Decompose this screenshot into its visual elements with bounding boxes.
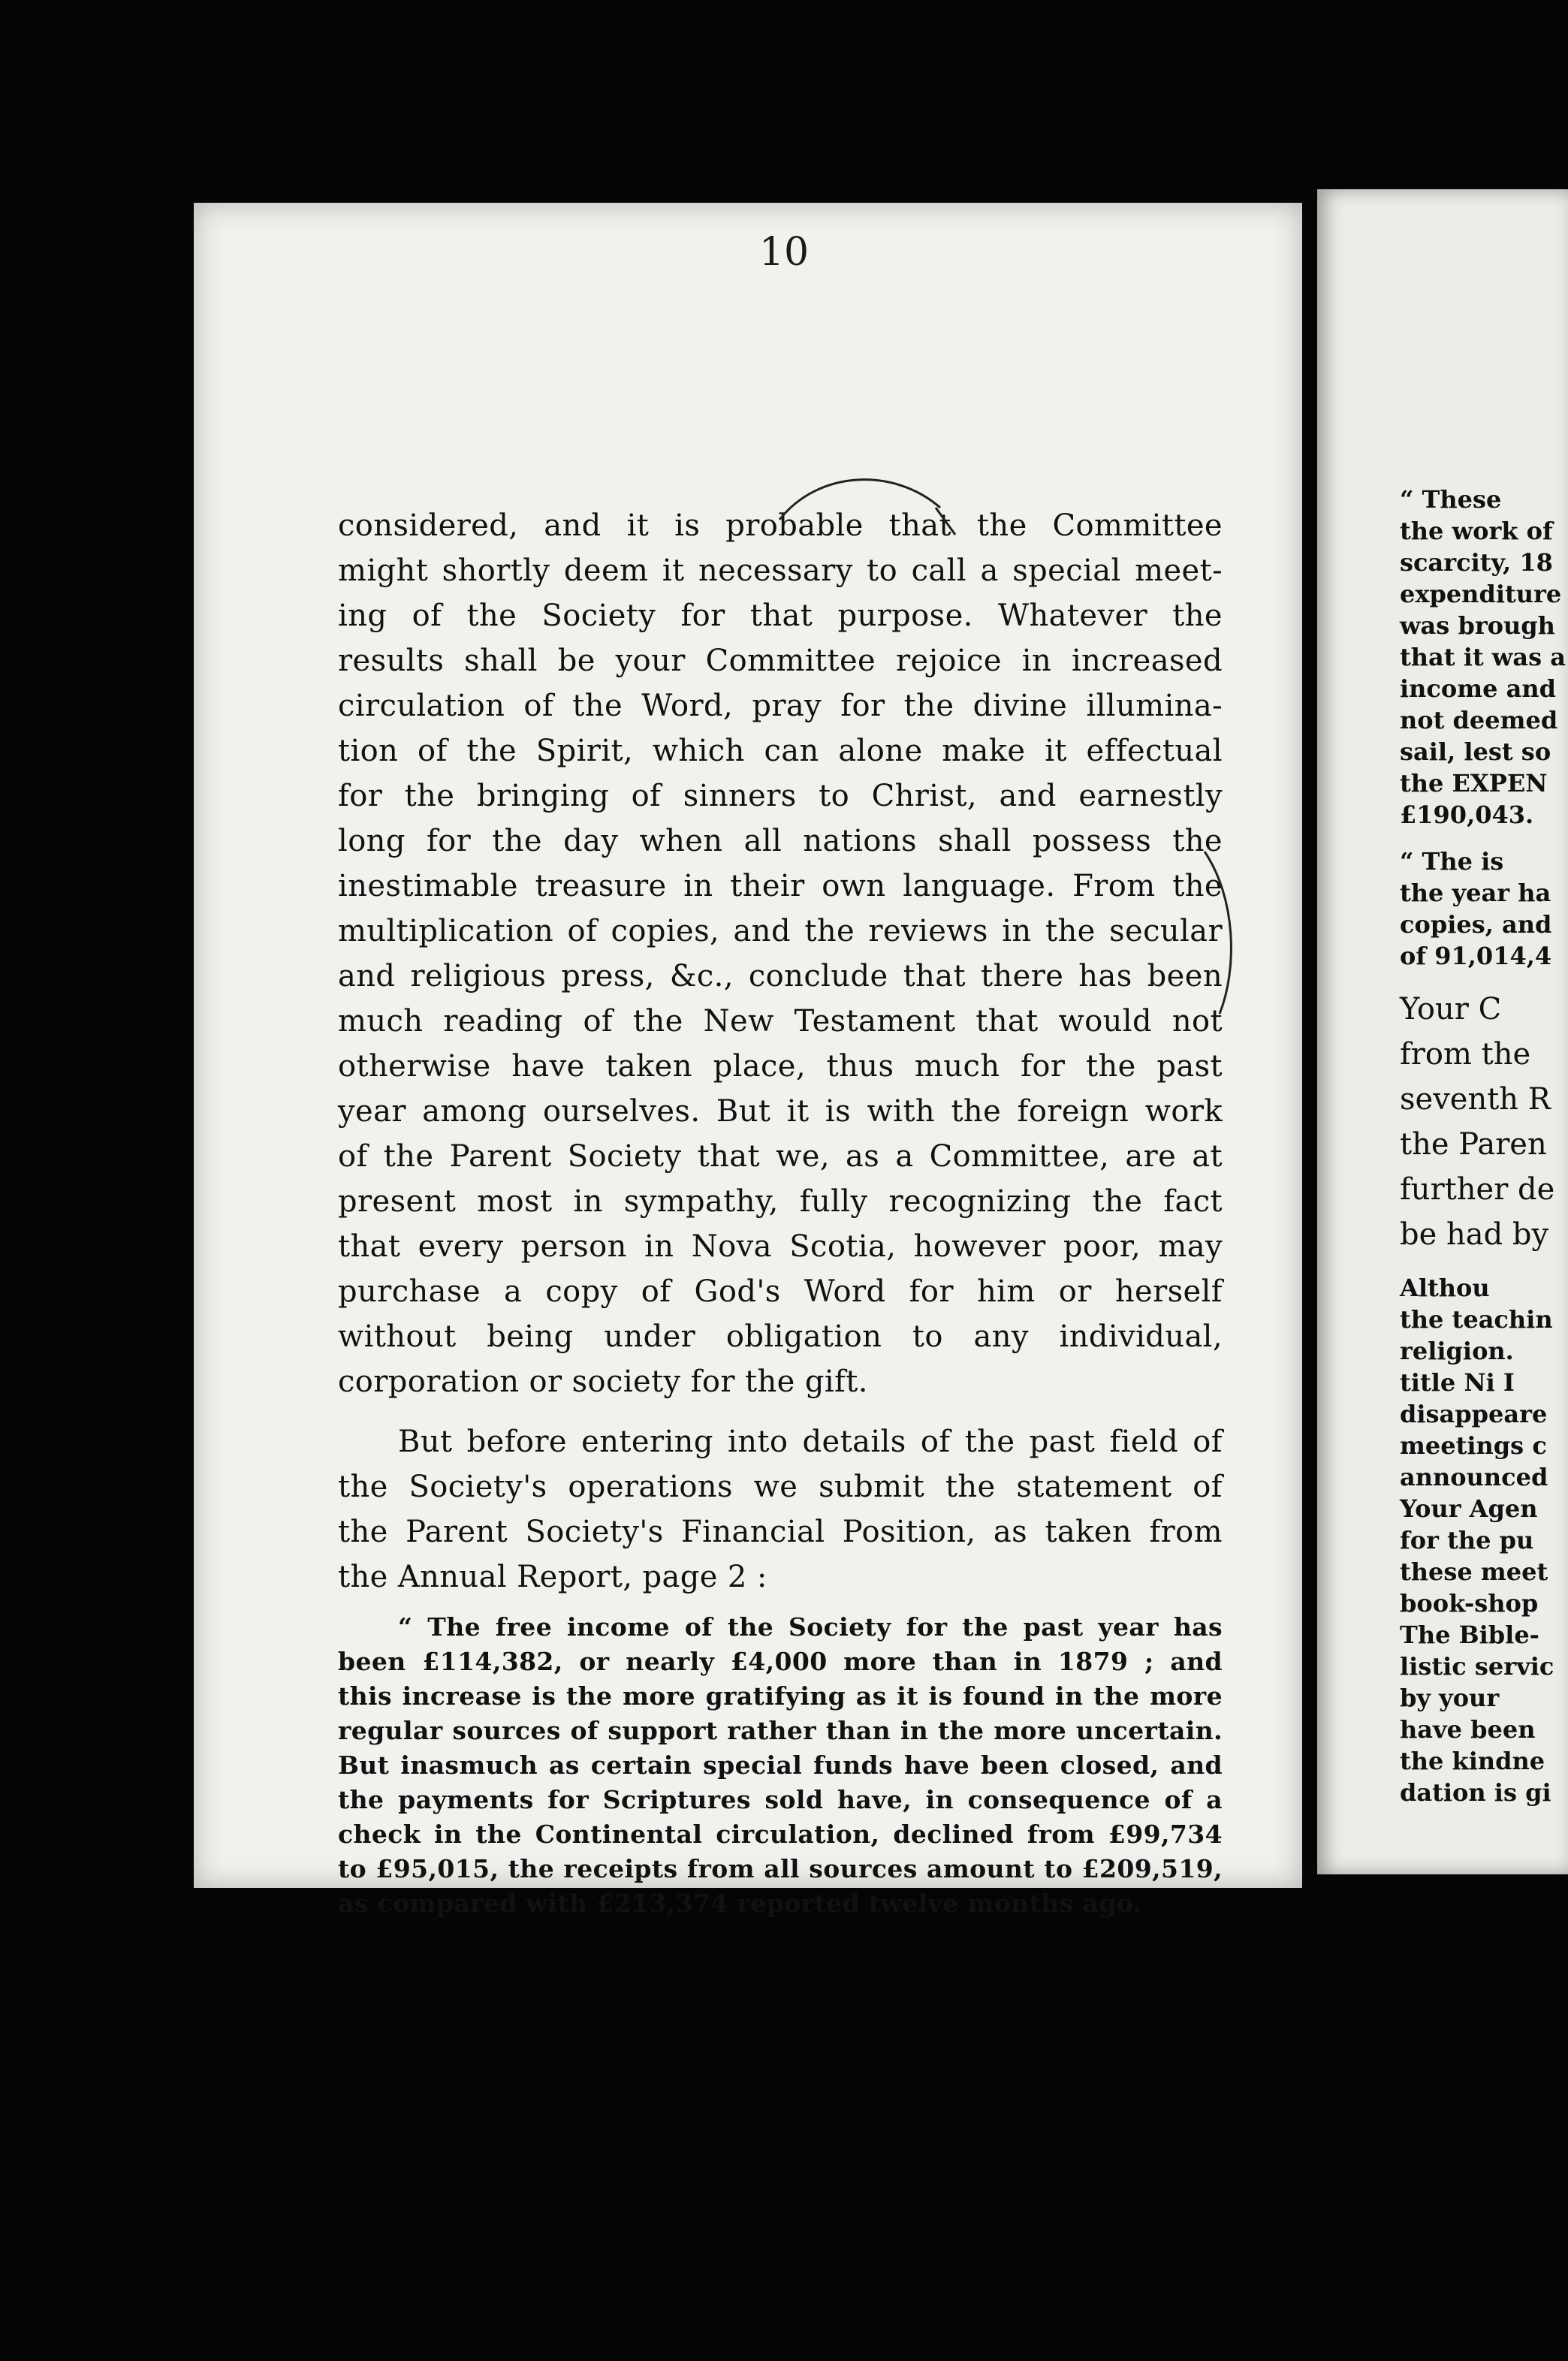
para2-line: the Society's operations we submit the statement of xyxy=(338,1470,1223,1504)
right-page-line: of 91,014,4 xyxy=(1400,942,1552,970)
para1-line: of the Parent Society that we, as a Committee, are at xyxy=(338,1139,1223,1174)
right-page-line: by your xyxy=(1400,1684,1500,1712)
right-page-line: book-shop xyxy=(1400,1589,1539,1618)
para1-line: present most in sympathy, fully recognizing the fact xyxy=(338,1184,1223,1219)
page-body xyxy=(338,503,1223,1921)
para2-line: the Parent Society's Financial Position, as taken from xyxy=(338,1515,1223,1549)
right-page-line: title Ni I xyxy=(1400,1368,1515,1397)
para1-line: tion of the Spirit, which can alone make it effectual xyxy=(338,734,1223,768)
right-page-line: scarcity, 18 xyxy=(1400,548,1553,577)
para1-line: considered, and it is probable that the Committee xyxy=(338,508,1223,543)
para1-line: year among ourselves. But it is with the foreign work xyxy=(338,1094,1223,1129)
quote-line: been £114,382, or nearly £4,000 more than in 1879 ; and xyxy=(338,1647,1223,1676)
right-page-line: disappeare xyxy=(1400,1400,1548,1428)
right-page-line: expenditure xyxy=(1400,580,1562,608)
block-quote xyxy=(338,1610,1223,1921)
right-page-line: the year ha xyxy=(1400,879,1551,907)
right-page-line: religion. xyxy=(1400,1337,1514,1365)
quote-line: “ The free income of the Society for the past year has xyxy=(398,1612,1223,1642)
quote-line: But inasmuch as certain special funds have been closed, and xyxy=(338,1750,1223,1780)
quote-line: this increase is the more gratifying as it is found in the more xyxy=(338,1681,1223,1711)
right-page-line: meetings c xyxy=(1400,1431,1547,1460)
right-page-line: seventh R xyxy=(1400,1082,1551,1117)
quote-line: check in the Continental circulation, declined from £99,734 xyxy=(338,1820,1223,1849)
para1-line: ing of the Society for that purpose. Whatever the xyxy=(338,599,1223,633)
para1-line: purchase a copy of God's Word for him or herself xyxy=(338,1274,1223,1309)
right-page-line: Althou xyxy=(1400,1274,1490,1302)
para1-line: results shall be your Committee rejoice in increased xyxy=(338,644,1223,678)
right-page-line: further de xyxy=(1400,1172,1555,1207)
right-page-line: the work of xyxy=(1400,517,1553,545)
right-page-line: “ The is xyxy=(1400,847,1504,876)
para1-line: without being under obligation to any individual, xyxy=(338,1319,1223,1354)
right-page-line: dation is gi xyxy=(1400,1778,1551,1807)
quote-line: as compared with £213,374 reported twelve months ago. xyxy=(338,1889,1142,1918)
para1-line: long for the day when all nations shall possess the xyxy=(338,824,1223,858)
quote-line: to £95,015, the receipts from all sources amount to £209,519, xyxy=(338,1854,1223,1883)
right-page-line: the Paren xyxy=(1400,1127,1547,1162)
para1-line: inestimable treasure in their own language. From the xyxy=(338,869,1223,903)
para1-line: multiplication of copies, and the reviews in the secular xyxy=(338,914,1223,948)
right-page-line: The Bible- xyxy=(1400,1621,1539,1649)
para2-line: But before entering into details of the past field of xyxy=(398,1425,1223,1459)
right-page-line: Your C xyxy=(1400,992,1502,1027)
right-page-line: that it was a xyxy=(1400,643,1566,671)
para2-line: the Annual Report, page 2 : xyxy=(338,1560,767,1594)
para1-line: otherwise have taken place, thus much for the past xyxy=(338,1049,1223,1084)
page-number: 10 xyxy=(758,230,810,275)
para1-line: much reading of the New Testament that would not xyxy=(338,1004,1223,1039)
para1-line: corporation or society for the gift. xyxy=(338,1364,868,1399)
para1-line: circulation of the Word, pray for the divine illumina- xyxy=(338,689,1223,723)
right-page-line: the EXPEN xyxy=(1400,769,1548,798)
right-page-line: the teachin xyxy=(1400,1305,1553,1334)
right-page-line: for the pu xyxy=(1400,1526,1534,1554)
paragraph-1 xyxy=(338,503,1223,1404)
right-page-line: copies, and xyxy=(1400,910,1552,939)
right-page-line: £190,043. xyxy=(1400,801,1534,829)
right-page-line: the kindne xyxy=(1400,1747,1545,1775)
right-page-line: “ These xyxy=(1400,485,1502,514)
para1-line: that every person in Nova Scotia, however poor, may xyxy=(338,1229,1223,1264)
right-page-line: these meet xyxy=(1400,1557,1548,1586)
paragraph-2 xyxy=(338,1419,1223,1600)
quote-line: regular sources of support rather than in the more uncertain. xyxy=(338,1716,1223,1745)
right-page-line: listic servic xyxy=(1400,1652,1554,1681)
right-page-line: be had by xyxy=(1400,1217,1549,1252)
right-page-line: not deemed xyxy=(1400,706,1558,734)
right-page-line: income and xyxy=(1400,674,1556,703)
right-page-line: Your Agen xyxy=(1400,1494,1538,1523)
para1-line: might shortly deem it necessary to call a special meet- xyxy=(338,553,1223,588)
right-page-edge xyxy=(1317,189,1568,1874)
para1-line: for the bringing of sinners to Christ, and earnestly xyxy=(338,779,1223,813)
right-page-line: have been xyxy=(1400,1715,1536,1744)
right-page-line: announced xyxy=(1400,1463,1548,1491)
para1-line: and religious press, &c., conclude that there has been xyxy=(338,959,1223,994)
right-page-line: from the xyxy=(1400,1037,1531,1072)
quote-line: the payments for Scriptures sold have, in consequence of a xyxy=(338,1785,1223,1814)
right-page-text xyxy=(1400,484,1568,1808)
right-page-line: was brough xyxy=(1400,611,1555,640)
right-page-line: sail, lest so xyxy=(1400,737,1551,766)
